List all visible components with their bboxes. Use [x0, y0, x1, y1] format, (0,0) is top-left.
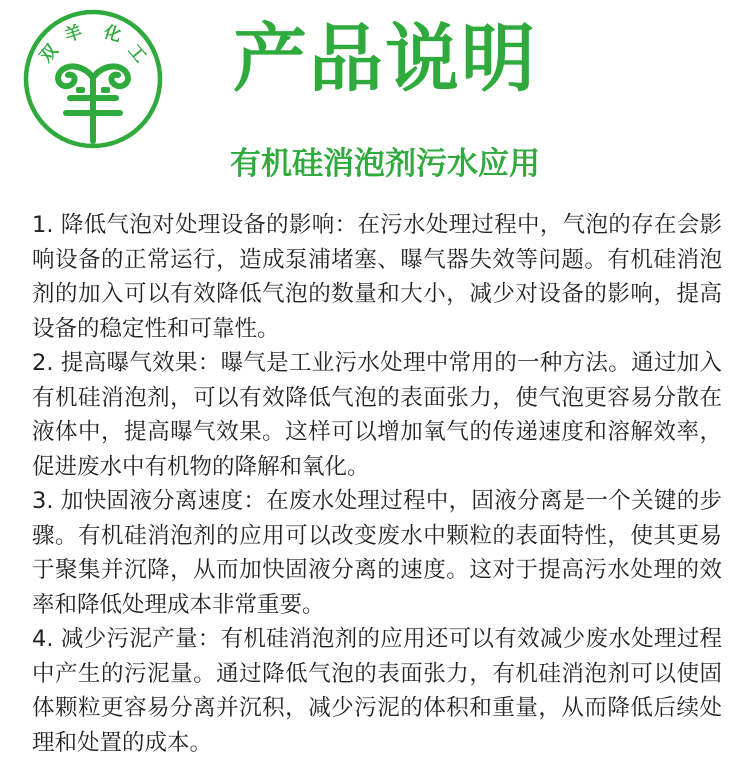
- double-ram-logo-icon: [22, 8, 164, 150]
- svg-text:工: 工: [123, 40, 150, 67]
- company-logo: [22, 8, 164, 150]
- paragraph-reduce-sludge: 4. 减少污泥产量：有机硅消泡剂的应用还可以有效减少废水处理过程中产生的污泥量。通过降低气泡的表面张力，有机硅消泡剂可以使固体颗粒更容易分离并沉积，减少污泥的体积和重量，从而降低后续处理和处置的成本。: [32, 626, 722, 756]
- paragraph-improve-aeration: 2. 提高曝气效果：曝气是工业污水处理中常用的一种方法。通过加入有机硅消泡剂，可以有效降低气泡的表面张力，使气泡更容易分散在液体中，提高曝气效果。这样可以增加氧气的传递速度和溶解效率，促进废水中有机物的降解和氧化。: [32, 350, 722, 480]
- product-description: [32, 208, 722, 760]
- svg-text:羊: 羊: [62, 22, 85, 47]
- paragraph-solid-liquid-separation: 3. 加快固液分离速度：在废水处理过程中，固液分离是一个关键的步骤。有机硅消泡剂的应用可以改变废水中颗粒的表面特性，使其更易于聚集并沉降，从而加快固液分离的速度。这对于提高污水处理的效率和降低处理成本非常重要。: [32, 488, 722, 618]
- paragraph-reduce-equipment-impact: 1. 降低气泡对处理设备的影响：在污水处理过程中，气泡的存在会影响设备的正常运行，造成泵浦堵塞、曝气器失效等问题。有机硅消泡剂的加入可以有效降低气泡的数量和大小，减少对设备的影响，提高设备的稳定性和可靠性。: [32, 212, 722, 342]
- page-subtitle: 有机硅消泡剂污水应用: [230, 146, 540, 182]
- page-title: 产品说明: [233, 16, 537, 102]
- svg-text:双: 双: [36, 40, 63, 67]
- svg-text:化: 化: [101, 22, 124, 47]
